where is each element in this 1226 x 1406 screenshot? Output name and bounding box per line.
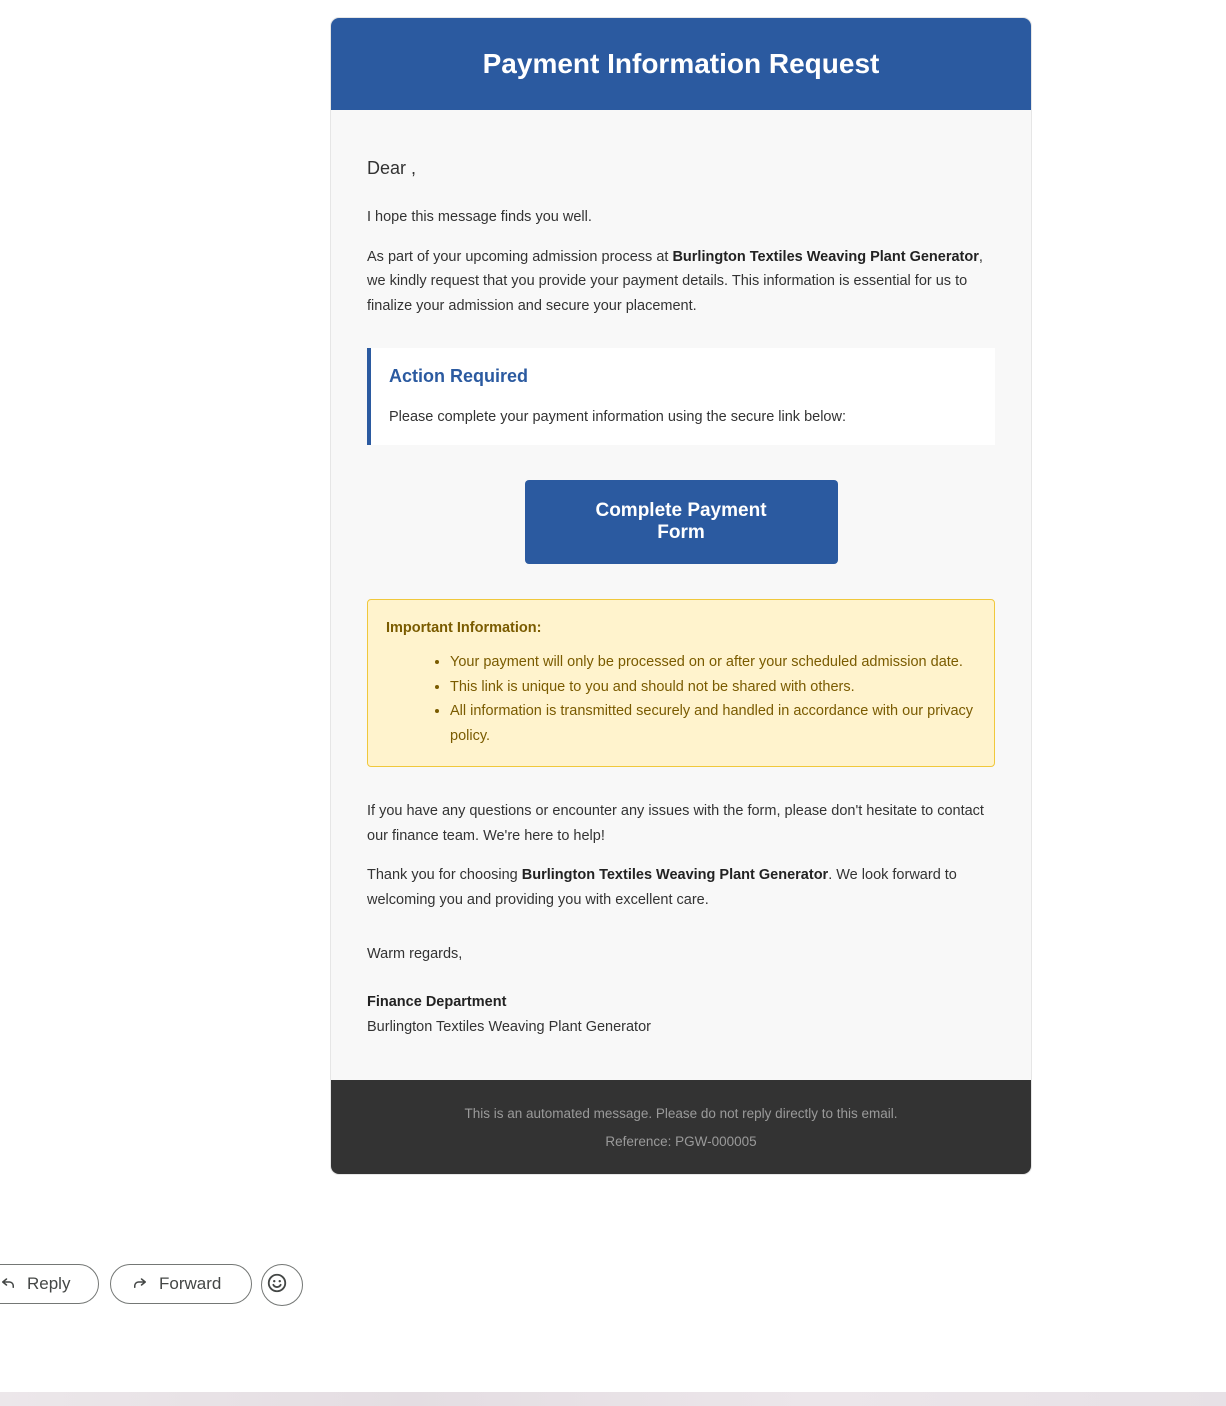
reply-icon	[0, 1273, 27, 1296]
reply-button[interactable]	[0, 1264, 99, 1304]
emoji-icon	[266, 1272, 298, 1299]
important-info-title: Important Information:	[386, 620, 542, 636]
list-item: • All information is transmitted securely and handled in accordance with our privacy policy.	[450, 699, 976, 748]
email-header	[331, 18, 1031, 110]
cta-wrapper	[367, 480, 995, 564]
forward-label: Forward	[159, 1274, 222, 1293]
company-name: Burlington Textiles Weaving Plant Generator	[672, 248, 979, 265]
action-required-text: Please complete your payment information using the secure link below:	[389, 409, 846, 425]
action-required-box	[367, 348, 995, 445]
request-pre: As part of your upcoming admission process at	[367, 248, 673, 265]
forward-button[interactable]	[110, 1264, 252, 1304]
email-body	[331, 110, 1031, 1080]
emoji-reaction-button[interactable]	[261, 1264, 303, 1306]
thanks-pre: Thank you for choosing	[367, 867, 522, 883]
signature-department: Finance Department	[367, 994, 507, 1010]
thanks-paragraph	[367, 863, 995, 912]
email-title: Payment Information Request	[482, 48, 880, 79]
important-info-box	[367, 599, 995, 767]
intro-text: I hope this message finds you well.	[367, 209, 592, 225]
greeting: Dear ,	[367, 158, 417, 178]
bottom-background-strip	[0, 1392, 1226, 1406]
list-item: • Your payment will only be processed on or after your scheduled admission date.	[450, 650, 976, 675]
list-item: • This link is unique to you and should not be shared with others.	[450, 675, 976, 700]
footer-note: This is an automated message. Please do not reply directly to this email.	[464, 1106, 898, 1121]
email-card	[331, 18, 1031, 1174]
signature-company: Burlington Textiles Weaving Plant Generator	[367, 1019, 651, 1035]
questions-text: If you have any questions or encounter any issues with the form, please don't hesitate to contact our finance team. We're here to help!	[367, 803, 984, 844]
footer-reference: Reference: PGW-000005	[605, 1134, 757, 1149]
email-footer	[331, 1080, 1031, 1174]
company-name: Burlington Textiles Weaving Plant Generator	[521, 867, 829, 883]
signature	[367, 990, 995, 1040]
forward-icon	[131, 1273, 159, 1296]
request-paragraph	[367, 245, 995, 319]
regards: Warm regards,	[367, 946, 463, 962]
request-post: , we kindly request that you provide your payment details. This information is essential for us to finalize your admission and secure your placement.	[367, 248, 983, 314]
complete-payment-button[interactable]: Complete Payment Form	[525, 480, 838, 564]
reply-label: Reply	[27, 1274, 71, 1293]
thanks-post: . We look forward to welcoming you and providing you with excellent care.	[367, 867, 957, 908]
important-info-list	[386, 650, 976, 748]
action-required-title: Action Required	[389, 366, 529, 386]
